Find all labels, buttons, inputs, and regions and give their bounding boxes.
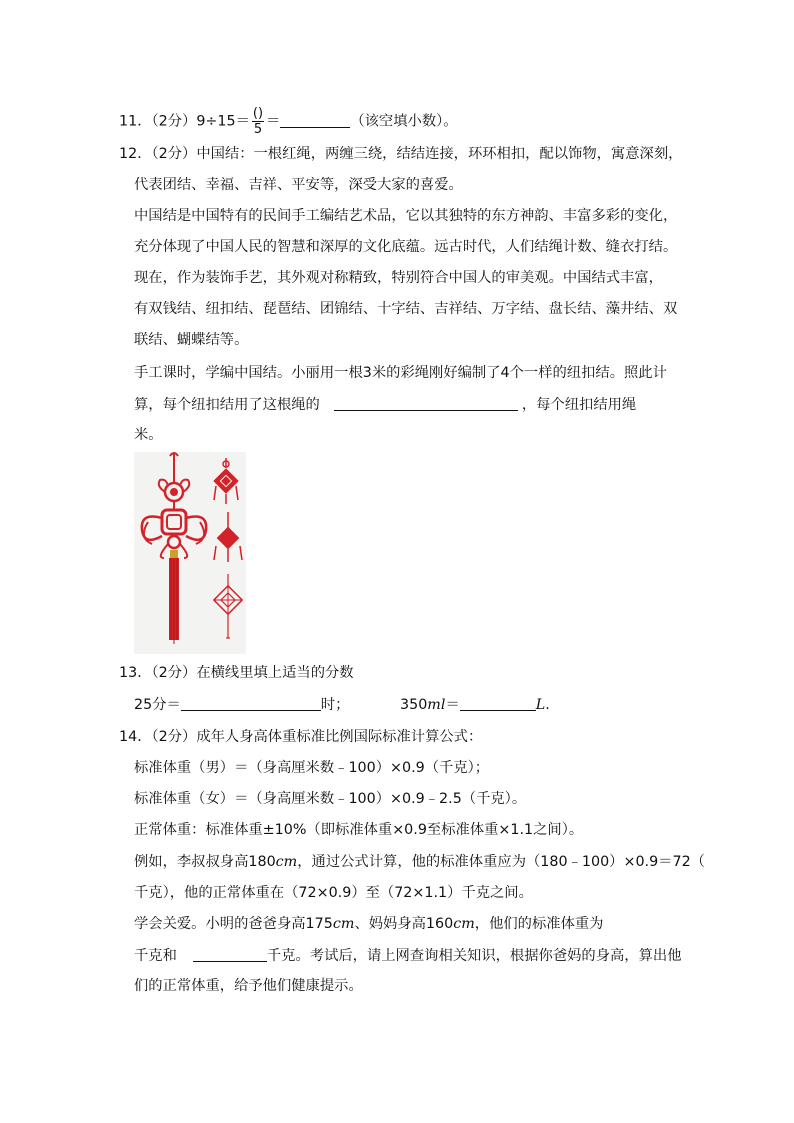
q13-a-suffix: 时； bbox=[320, 697, 350, 713]
q13-b-prefix: 350 bbox=[400, 697, 428, 713]
q14-line-4-unit: cm bbox=[275, 854, 298, 870]
q12-line-8: 手工课时，学编中国结。小丽用一根3米的彩绳刚好编制了4个一样的纽扣结。照此计 bbox=[134, 365, 667, 381]
answer-blank-q12-fraction[interactable] bbox=[334, 394, 518, 411]
q14-line-6-mid: 、妈妈身高160 bbox=[354, 916, 454, 932]
q14-line-7 bbox=[134, 945, 682, 966]
q13-b-unit-l: L bbox=[535, 697, 546, 713]
answer-blank-q11[interactable] bbox=[280, 111, 350, 128]
answer-blank-q14-mother[interactable] bbox=[193, 945, 267, 962]
q14-line-8: 们的正常体重，给予他们健康提示。 bbox=[134, 978, 363, 994]
q12-line-10: 米。 bbox=[134, 427, 163, 443]
q14-line-5: 千克），他的正常体重在（72×0.9）至（72×1.1）千克之间。 bbox=[134, 885, 533, 901]
q13-a-prefix: 25分＝ bbox=[134, 697, 181, 713]
q12-line-4: 充分体现了中国人民的智慧和深厚的文化底蕴。远古时代，人们结绳计数、缝衣打结。 bbox=[134, 239, 678, 255]
q12-line-9-start: 算，每个纽扣结用了这根绳的 bbox=[134, 397, 320, 413]
q14-line-6-unit-2: cm bbox=[453, 916, 475, 932]
q14-line-4 bbox=[134, 852, 705, 872]
answer-blank-q13-hours[interactable] bbox=[181, 694, 321, 711]
q13-b-unit-ml: ml bbox=[427, 697, 446, 713]
question-11 bbox=[119, 106, 458, 137]
q13-answers bbox=[134, 694, 349, 715]
q12-line-1: 12．（2分）中国结：一根红绳，两缠三绕，结结连接，环环相扣，配以饰物，寓意深刻， bbox=[119, 146, 683, 162]
fraction-numerator: () bbox=[252, 106, 264, 121]
q14-line-6 bbox=[134, 914, 603, 934]
answer-blank-q13-liters[interactable] bbox=[460, 694, 536, 711]
q14-line-7-end: 千克。考试后，请上网查询相关知识，根据你爸妈的身高，算出他 bbox=[266, 948, 682, 964]
q12-line-3: 中国结是中国特有的民间手工编结艺术品，它以其独特的东方神韵、丰富多彩的变化， bbox=[134, 208, 678, 224]
q12-line-6: 有双钱结、纽扣结、琵琶结、团锦结、十字结、吉祥结、万字结、盘长结、藻井结、双 bbox=[134, 301, 678, 317]
q14-line-6-start: 学会关爱。小明的爸爸身高175 bbox=[134, 916, 333, 932]
q11-suffix: （该空填小数）。 bbox=[350, 113, 458, 130]
q12-line-5: 现在，作为装饰手艺，其外观对称精致，特别符合中国人的审美观。中国结式丰富， bbox=[134, 270, 663, 286]
q14-line-6-end: ，他们的标准体重为 bbox=[474, 916, 604, 932]
fraction-denominator: 5 bbox=[253, 122, 263, 137]
fraction bbox=[252, 106, 264, 137]
q12-line-9-end: ，每个纽扣结用绳 bbox=[521, 397, 637, 413]
q13-answers-b bbox=[400, 694, 550, 715]
q14-line-4-start: 例如，李叔叔身高180 bbox=[134, 854, 276, 870]
q11-prefix: 11．（2分）9÷15＝ bbox=[119, 113, 250, 130]
q14-line-2: 标准体重（女）＝（身高厘米数﹣100）×0.9﹣2.5（千克）。 bbox=[134, 791, 527, 807]
q14-title: 14．（2分）成年人身高体重标准比例国际标准计算公式： bbox=[119, 729, 483, 745]
q13-b-end: . bbox=[545, 697, 550, 713]
q12-line-9 bbox=[134, 394, 636, 415]
q13-b-eq: ＝ bbox=[445, 697, 460, 713]
q14-line-6-unit-1: cm bbox=[332, 916, 355, 932]
q12-line-7: 联结、蝴蝶结等。 bbox=[134, 332, 249, 348]
q12-line-2: 代表团结、幸福、吉祥、平安等，深受大家的喜爱。 bbox=[134, 177, 463, 193]
q14-line-7-start: 千克和 bbox=[134, 948, 177, 964]
q13-title: 13．（2分）在横线里填上适当的分数 bbox=[119, 665, 354, 681]
q14-line-4-end: ，通过公式计算，他的标准体重应为（180﹣100）×0.9＝72（ bbox=[297, 854, 705, 870]
q14-line-3: 正常体重：标准体重±10%（即标准体重×0.9至标准体重×1.1之间）。 bbox=[134, 822, 584, 838]
chinese-knot-image bbox=[134, 452, 246, 654]
q11-eq: ＝ bbox=[266, 113, 281, 130]
q14-line-1: 标准体重（男）＝（身高厘米数﹣100）×0.9（千克）； bbox=[134, 760, 490, 776]
